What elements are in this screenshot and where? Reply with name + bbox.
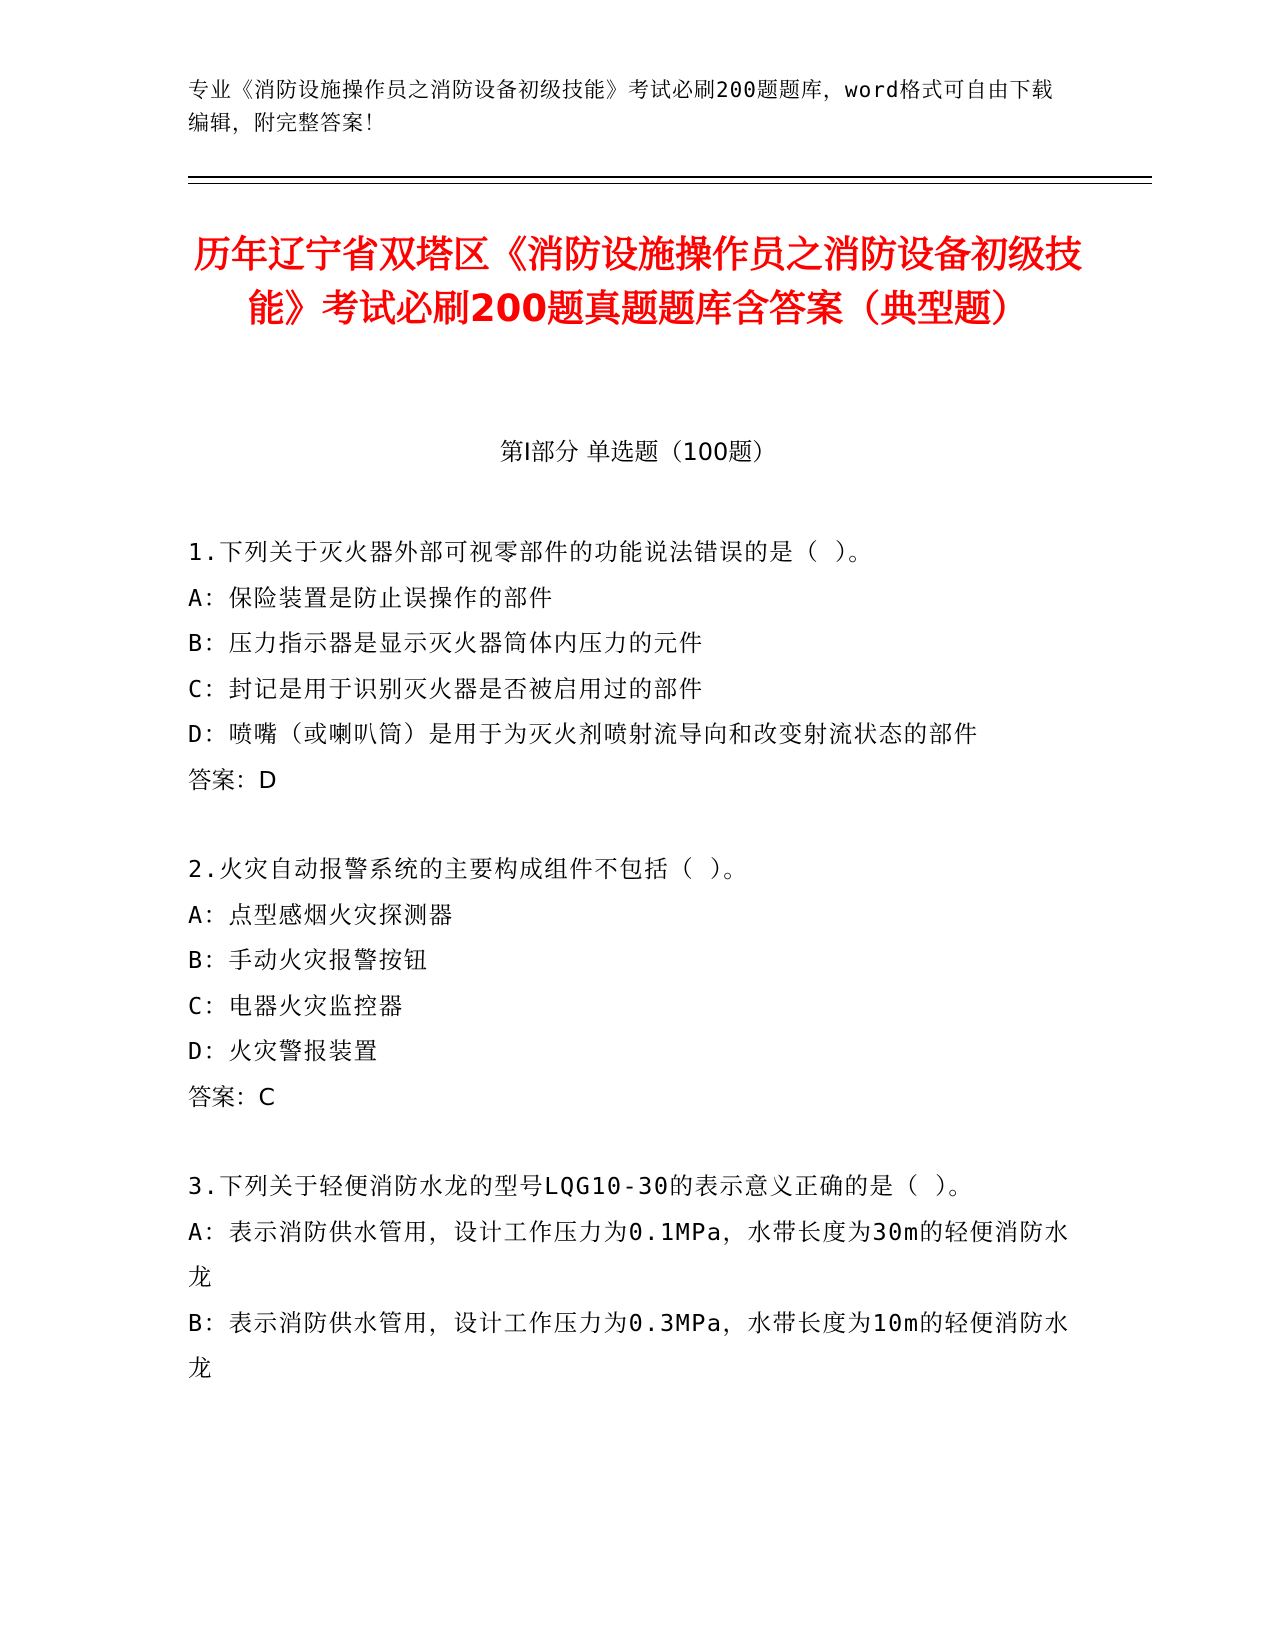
option-a: A：表示消防供水管用，设计工作压力为0.1MPa，水带长度为30m的轻便消防水龙 <box>188 1217 1070 1291</box>
header-rule-thick <box>188 176 1152 178</box>
question-list <box>188 530 1073 1392</box>
option-b: B：手动火灾报警按钮 <box>188 946 429 974</box>
question-stem: 2.火灾自动报警系统的主要构成组件不包括（ ）。 <box>188 855 749 883</box>
question-2 <box>188 847 1073 1120</box>
question-1 <box>188 530 1073 803</box>
question-stem: 3.下列关于轻便消防水龙的型号LQG10-30的表示意义正确的是（ ）。 <box>188 1172 974 1200</box>
option-c: C：封记是用于识别灭火器是否被启用过的部件 <box>188 674 704 703</box>
option-a: A：保险装置是防止误操作的部件 <box>188 583 554 612</box>
header-rule-thin <box>188 183 1152 184</box>
option-d: D：火灾警报装置 <box>188 1037 379 1065</box>
section-title: 第Ⅰ部分 单选题（100题） <box>499 438 777 466</box>
question-3 <box>188 1164 1073 1392</box>
answer: 答案：D <box>188 765 277 794</box>
document-title: 历年辽宁省双塔区《消防设施操作员之消防设备初级技能》考试必刷200题真题题库含答案（典型题） <box>194 233 1082 330</box>
option-d: D：喷嘴（或喇叭筒）是用于为灭火剂喷射流导向和改变射流状态的部件 <box>188 720 979 748</box>
answer: 答案：C <box>188 1082 275 1111</box>
option-c: C：电器火灾监控器 <box>188 991 404 1020</box>
question-stem: 1.下列关于灭火器外部可视零部件的功能说法错误的是（ ）。 <box>188 538 874 566</box>
option-b: B：表示消防供水管用，设计工作压力为0.3MPa，水带长度为10m的轻便消防水龙 <box>188 1308 1070 1382</box>
option-a: A：点型感烟火灾探测器 <box>188 900 454 929</box>
option-b: B：压力指示器是显示灭火器筒体内压力的元件 <box>188 629 704 657</box>
header-note: 专业《消防设施操作员之消防设备初级技能》考试必刷200题题库，word格式可自由下载编辑，附完整答案！ <box>188 78 1054 135</box>
